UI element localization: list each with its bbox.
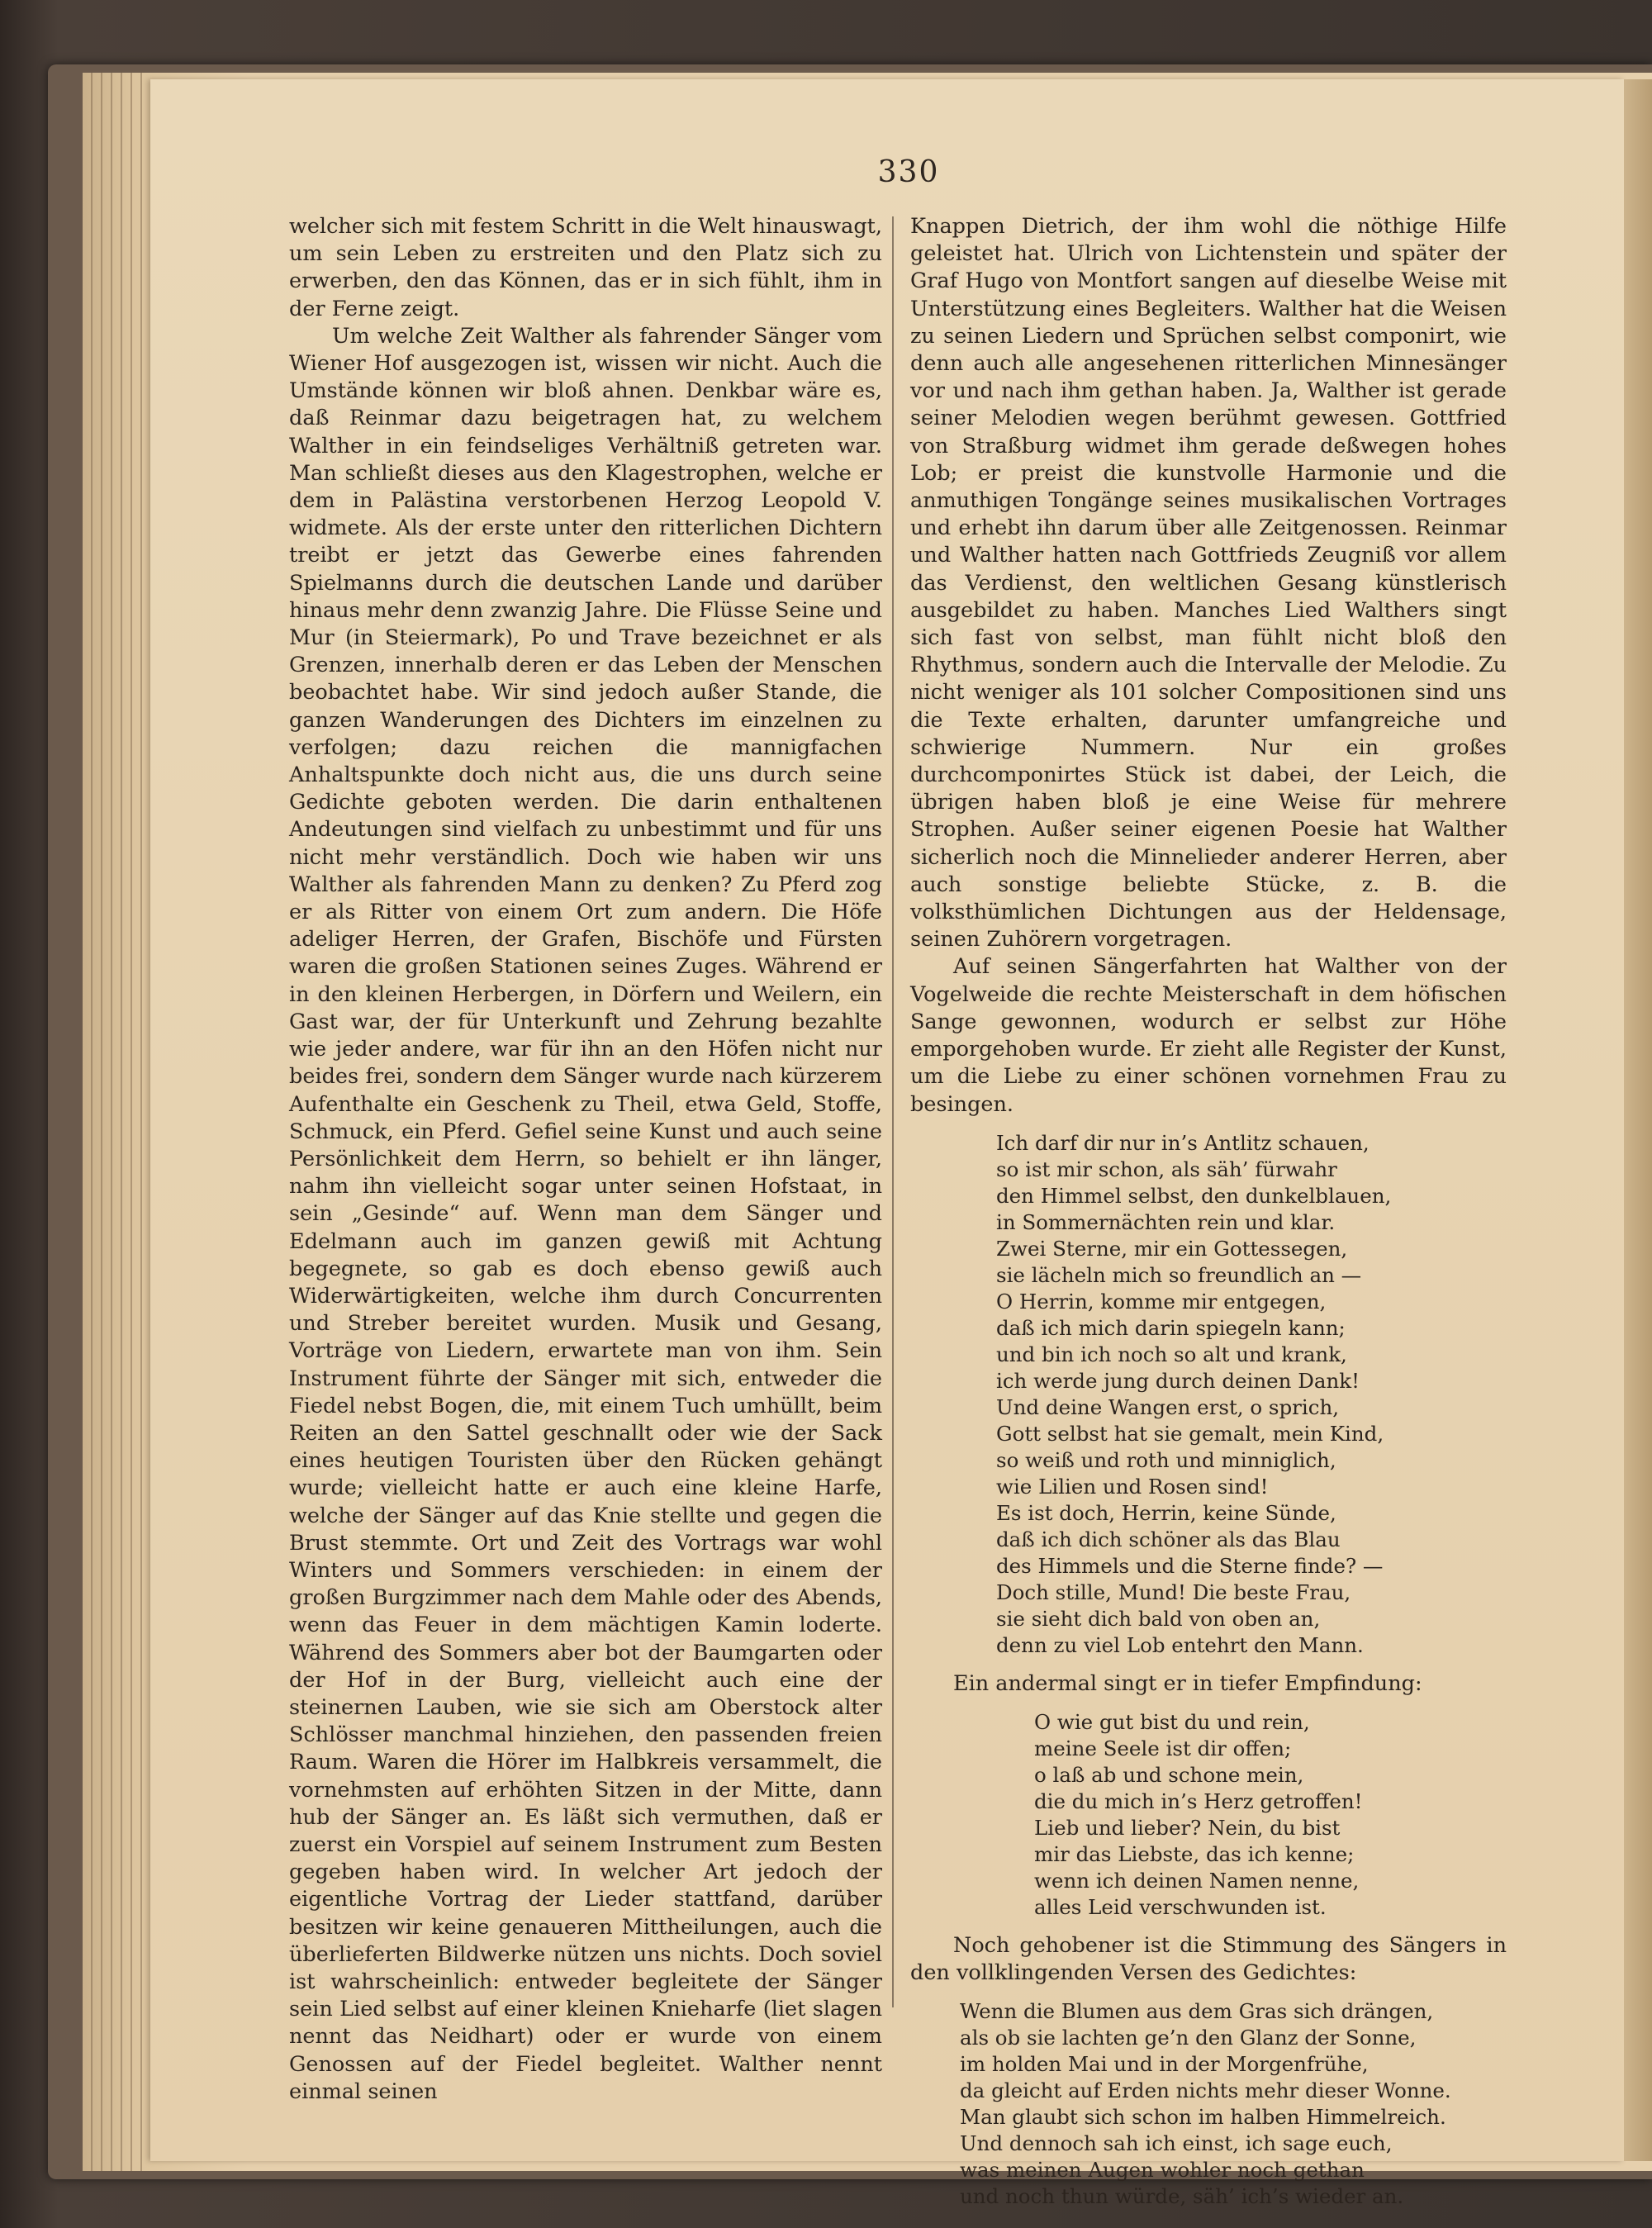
poem-line: in Sommernächten rein und klar. bbox=[996, 1209, 1336, 1234]
poem-line: wenn ich deinen Namen nenne, bbox=[1034, 1868, 1360, 1893]
poem-line: alles Leid verschwunden ist. bbox=[1034, 1894, 1327, 1919]
poem-3 bbox=[960, 1998, 1507, 2210]
column-divider bbox=[892, 216, 894, 2007]
poem-line: Lieb und lieber? Nein, du bist bbox=[1034, 1815, 1341, 1840]
poem-line: da gleicht auf Erden nichts mehr dieser Wonne. bbox=[960, 2078, 1451, 2103]
page-number: 330 bbox=[877, 155, 940, 189]
poem-line: so ist mir schon, als säh’ fürwahr bbox=[996, 1157, 1337, 1181]
poem-line: ich werde jung durch deinen Dank! bbox=[996, 1368, 1360, 1393]
facing-page-edge bbox=[1624, 79, 1652, 2161]
poem-line: die du mich in’s Herz getroffen! bbox=[1034, 1789, 1363, 1813]
poem-line: denn zu viel Lob entehrt den Mann. bbox=[996, 1632, 1364, 1657]
paragraph: Auf seinen Sängerfahrten hat Walther von der Vogelweide die rechte Meisterschaft in dem höfischen Sange gewonnen, wodurch er selbst zur Höhe emporgehoben wurde. Er zieht alle Register der Kunst, um die Liebe zu einer schönen vornehmen Frau zu besingen. bbox=[910, 954, 1507, 1117]
poem-line: daß ich dich schöner als das Blau bbox=[996, 1527, 1341, 1551]
poem-line: wie Lilien und Rosen sind! bbox=[996, 1474, 1269, 1499]
poem-line: und noch thun würde, säh’ ich’s wieder an. bbox=[960, 2184, 1404, 2209]
paragraph: Noch gehobener ist die Stimmung des Sängers in den vollklingenden Versen des Gedichtes: bbox=[910, 1932, 1507, 1986]
paragraph: Ein andermal singt er in tiefer Empfindung: bbox=[953, 1670, 1422, 1696]
poem-line: O Herrin, komme mir entgegen, bbox=[996, 1289, 1327, 1314]
poem-2 bbox=[1034, 1709, 1507, 1921]
poem-line: Ich darf dir nur in’s Antlitz schauen, bbox=[996, 1130, 1370, 1155]
poem-line: Es ist doch, Herrin, keine Sünde, bbox=[996, 1500, 1336, 1525]
poem-line: Man glaubt sich schon im halben Himmelreich. bbox=[960, 2105, 1446, 2130]
right-column bbox=[910, 213, 1507, 2221]
poem-line: Und dennoch sah ich einst, ich sage euch, bbox=[960, 2131, 1393, 2156]
paragraph: welcher sich mit festem Schritt in die Welt hinauswagt, um sein Leben zu erstreiten und den Platz sich zu erwerben, den das Können, das er in sich fühlt, ihm in der Ferne zeigt. bbox=[289, 214, 882, 321]
paragraph: Knappen Dietrich, der ihm wohl die nöthige Hilfe geleistet hat. Ulrich von Lichtenstein und später der Graf Hugo von Montfort sangen auf dieselbe Weise mit Unterstützung eines Begleiters. Walther hat die Weisen zu seinen Liedern und Sprüchen selbst componirt, wie denn auch alle angesehenen ritterlichen Minnesänger vor und nach ihm gethan haben. Ja, Walther ist gerade seiner Melodien wegen berühmt gewesen. Gottfried von Straßburg widmet ihm gerade deßwegen hohes Lob; er preist die kunstvolle Harmonie und die anmuthigen Tongänge seines musikalischen Vortrages und erhebt ihn darum über alle Zeitgenossen. Reinmar und Walther hatten nach Gottfrieds Zeugniß vor allem das Verdienst, den weltlichen Gesang künstlerisch ausgebildet zu haben. Manches Lied Walthers singt sich fast von selbst, man fühlt nicht bloß den Rhythmus, sondern auch die Intervalle der Melodie. Zu nicht weniger als 101 solcher Compositionen sind uns die Texte erhalten, darunter umfangreiche und schwierige Nummern. Nur ein großes durchcomponirtes Stück ist dabei, der Leich, die übrigen haben bloß je eine Weise für mehrere Strophen. Außer seiner eigenen Poesie hat Walther sicherlich noch die Minnelieder anderer Herren, aber auch sonstige beliebte Stücke, z. B. die volksthümlichen Dichtungen aus der Heldensage, seinen Zuhörern vorgetragen. bbox=[910, 214, 1507, 952]
poem-line: o laß ab und schone mein, bbox=[1034, 1762, 1304, 1787]
poem-line: meine Seele ist dir offen; bbox=[1034, 1736, 1292, 1760]
poem-line: Zwei Sterne, mir ein Gottessegen, bbox=[996, 1236, 1348, 1261]
poem-line: den Himmel selbst, den dunkelblauen, bbox=[996, 1183, 1392, 1208]
poem-line: so weiß und roth und minniglich, bbox=[996, 1447, 1336, 1472]
poem-1 bbox=[996, 1130, 1507, 1659]
poem-line: als ob sie lachten ge’n den Glanz der Sonne, bbox=[960, 2026, 1417, 2050]
paragraph: Um welche Zeit Walther als fahrender Sänger vom Wiener Hof ausgezogen ist, wissen wir nicht. Auch die Umstände können wir bloß ahnen. Denkbar wäre es, daß Reinmar dazu beigetragen hat, zu welchem Walther in ein feindseliges Verhältniß getreten war. Man schließt dieses aus den Klagestrophen, welche er dem in Palästina verstorbenen Herzog Leopold V. widmete. Als der erste unter den ritterlichen Dichtern treibt er jetzt das Gewerbe eines fahrenden Spielmanns durch die deutschen Lande und darüber hinaus mehr denn zwanzig Jahre. Die Flüsse Seine und Mur (in Steiermark), Po und Trave bezeichnet er als Grenzen, innerhalb deren er das Leben der Menschen beobachtet habe. Wir sind jedoch außer Stande, die ganzen Wanderungen des Dichters im einzelnen zu verfolgen; dazu reichen die mannigfachen Anhaltspunkte doch nicht aus, die uns durch seine Gedichte geboten werden. Die darin enthaltenen Andeutungen sind vielfach zu unbestimmt und für uns nicht mehr verständlich. Doch wie haben wir uns Walther als fahrenden Mann zu denken? Zu Pferd zog er als Ritter von einem Ort zum andern. Die Höfe adeliger Herren, der Grafen, Bischöfe und Fürsten waren die großen Stationen seines Zuges. Während er in den kleinen Herbergen, in Dörfern und Weilern, ein Gast war, der für Unterkunft und Zehrung bezahlte wie jeder andere, war für ihn an den Höfen nicht nur beides frei, sondern dem Sänger wurde nach kürzerem Aufenthalte ein Geschenk zu Theil, etwa Geld, Stoffe, Schmuck, ein Pferd. Gefiel seine Kunst und auch seine Persönlichkeit dem Herrn, so behielt er ihn länger, nahm ihn vielleicht sogar unter seinen Hofstaat, in sein „Gesinde“ auf. Wenn man dem Sänger und Edelmann auch im ganzen gewiß mit Achtung begegnete, so gab es doch ebenso gewiß auch Widerwärtigkeiten, welche ihm durch Concurrenten und Streber bereitet wurden. Musik und Gesang, Vorträge von Liedern, erwartete man von ihm. Sein Instrument führte der Sänger mit sich, entweder die Fiedel nebst Bogen, die, mit einem Tuch umhüllt, beim Reiten an den Sattel geschnallt oder wie der Sack eines heutigen Touristen über den Rücken gehängt wurde; vielleicht hatte er auch eine kleine Harfe, welche der Sänger auf das Knie stellte und gegen die Brust stemmte. Ort und Zeit des Vortrags war wohl Winters und Sommers verschieden: in einem der großen Burgzimmer nach dem Mahle oder des Abends, wenn das Feuer in dem mächtigen Kamin loderte. Während des Sommers aber bot der Baumgarten oder der Hof in der Burg, vielleicht auch eine der steinernen Lauben, wie sie sich am Oberstock alter Schlösser manchmal hinziehen, den passenden freien Raum. Waren die Hörer im Halbkreis versammelt, die vornehmsten auf erhöhten Sitzen in der Mitte, dann hub der Sänger an. Es läßt sich vermuthen, daß er zuerst ein Vorspiel auf seinem Instrument zum Besten gegeben haben wird. In welcher Art jedoch der eigentliche Vortrag der Lieder stattfand, darüber besitzen wir keine genaueren Mittheilungen, auch die überlieferten Bildwerke nützen uns nichts. Doch soviel ist wahrscheinlich: entweder begleitete der Sänger sein Lied selbst auf einer kleinen Knieharfe (liet slagen nennt das Neidhart) oder er wurde von einem Genossen auf der Fiedel begleitet. Walther nennt einmal seinen bbox=[289, 323, 882, 2104]
left-column bbox=[289, 213, 882, 2106]
poem-line: mir das Liebste, das ich kenne; bbox=[1034, 1841, 1355, 1866]
poem-line: daß ich mich darin spiegeln kann; bbox=[996, 1315, 1346, 1340]
poem-line: O wie gut bist du und rein, bbox=[1034, 1709, 1310, 1734]
poem-line: Und deine Wangen erst, o sprich, bbox=[996, 1394, 1340, 1419]
poem-line: und bin ich noch so alt und krank, bbox=[996, 1342, 1347, 1366]
poem-line: im holden Mai und in der Morgenfrühe, bbox=[960, 2052, 1369, 2077]
poem-line: was meinen Augen wohler noch gethan bbox=[960, 2158, 1365, 2183]
poem-line: sie sieht dich bald von oben an, bbox=[996, 1606, 1321, 1631]
poem-line: Gott selbst hat sie gemalt, mein Kind, bbox=[996, 1421, 1384, 1446]
poem-line: sie lächeln mich so freundlich an — bbox=[996, 1262, 1362, 1287]
poem-line: Doch stille, Mund! Die beste Frau, bbox=[996, 1580, 1351, 1604]
poem-line: Wenn die Blumen aus dem Gras sich drängen, bbox=[960, 1999, 1434, 2024]
poem-line: des Himmels und die Sterne finde? — bbox=[996, 1553, 1384, 1578]
